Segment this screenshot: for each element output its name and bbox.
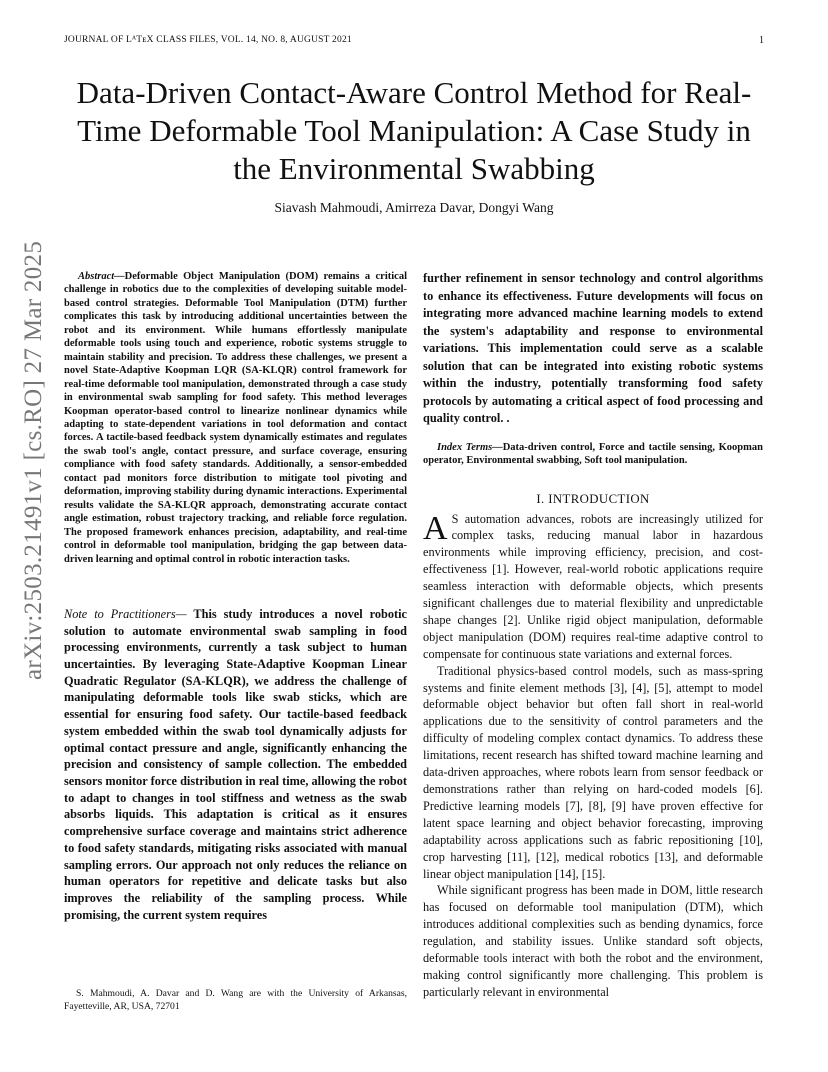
index-terms-label: Index Terms— <box>437 441 503 453</box>
drop-cap: A <box>423 509 448 547</box>
note-label: Note to Practitioners— <box>64 606 187 621</box>
right-column <box>423 270 763 1001</box>
author-list: Siavash Mahmoudi, Amirreza Davar, Dongyi Wang <box>274 200 554 215</box>
intro-paragraph-2: Traditional physics-based control models, such as mass-spring systems and finite element methods [3], [4], [5], attempt to model deformable object behavior but often fall short in real-world applications due to the sensitivity of control parameters and the difficulty of modeling complex contact dynamics. To address these limitations, recent research has shifted toward machine learning and data-driven approaches, where robots learn from sensor feedback or demonstrations rather than relying on hard-coded models [6]. Predictive learning models [7], [8], [9] have proven effective for latent space learning and object behavior forecasting, improving adaptability across applications such as fabric repositioning [10], crop harvesting [11], [12], medical robotics [13], and deformable linear object manipulation [14], [15]. <box>423 663 763 881</box>
paper-title: Data-Driven Contact-Aware Control Method for Real-Time Deformable Tool Manipulation: A Case Study in the Environmental Swabbing <box>76 75 752 186</box>
introduction-body <box>423 511 763 1001</box>
arxiv-identifier: arXiv:2503.21491v1 [cs.RO] 27 Mar 2025 <box>20 240 47 680</box>
abstract-continued: further refinement in sensor technology and control algorithms to enhance its effectiveness. Future developments will focus on integrating more advanced machine learning models to extend the system's adaptability and response to environmental variations. This implementation could serve as a scalable solution that can be integrated into existing robotic systems within the industry, potentially transforming food safety protocols by automating a critical aspect of food processing and quality control. . <box>423 271 763 425</box>
intro-paragraph-1 <box>423 511 763 663</box>
index-terms <box>423 441 763 468</box>
abstract <box>64 270 407 566</box>
note-text: This study introduces a novel robotic solution to automate environmental swab sampling in food processing environments, currently a task subject to human uncertainties. By leveraging State-Adaptive Koopman Linear Quadratic Regulator (SA-KLQR), we address the challenge of manipulating deformable tools like swab sticks, which are essential for ensuring food safety. Our tactile-based feedback system embedded within the swab tool dynamically adjusts for optimal contact pressure and angle, significantly enhancing the precision and consistency of sample collection. The embedded sensors monitor force distribution in real time, allowing the robot to adapt to changes in tool stiffness and wetness as the swab absorbs liquids. This adaptation is critical as it ensures comprehensive surface coverage and maintains strict adherence to food safety standards, mitigating risks associated with manual sampling errors. Our approach not only reduces the reliance on human operators for repetitive and delicate tasks but also improves the reliability of the sampling process. While promising, the current system requires <box>64 606 407 922</box>
intro-paragraph-3: While significant progress has been made in DOM, little research has focused on deformable tool manipulation (DTM), which introduces additional complexities such as bending dynamics, force regulation, and stability issues. Unlike standard soft objects, deformable tools interact with both the robot and the environment, making control significantly more challenging. This problem is particularly relevant in environmental <box>423 883 763 999</box>
left-column <box>64 270 407 923</box>
index-terms-text: Data-driven control, Force and tactile sensing, Koopman operator, Environmental swabbing, Soft tool manipulation. <box>423 441 763 466</box>
abstract-text: Deformable Object Manipulation (DOM) remains a critical challenge in robotics due to the complexities of developing suitable model-based control strategies. Deformable Tool Manipulation (DTM) further complicates this task by introducing additional uncertainties between the robot and its environment. While humans effortlessly manipulate deformable tools using touch and experience, robotic systems struggle to maintain stability and precision. To address these challenges, we present a novel State-Adaptive Koopman LQR (SA-KLQR) control framework for real-time deformable tool manipulation, demonstrated through a case study in environmental swab sampling for food safety. This method leverages Koopman operator-based control to linearize nonlinear dynamics while adapting to state-dependent variations in tool deformation and contact forces. A tactile-based feedback system dynamically estimates and regulates the swab tool's angle, contact pressure, and surface coverage, ensuring compliance with food safety standards. Additionally, a sensor-embedded contact pad monitors force distribution to mitigate tool pivoting and deformation, improving stability during dynamic interactions. Experimental results validate the SA-KLQR approach, demonstrating accurate contact angle estimation, robust trajectory tracking, and reliable force regulation. The proposed framework enhances precision, adaptability, and real-time control in deformable tool manipulation, bridging the gap between data-driven learning and optimal control in robotic interaction tasks. <box>64 271 407 565</box>
note-to-practitioners <box>64 606 407 923</box>
abstract-label: Abstract— <box>78 271 125 282</box>
page-number: 1 <box>759 35 764 46</box>
intro-paragraph-1-text: S automation advances, robots are increasingly utilized for complex tasks, reducing manual labor in hazardous environments while improving efficiency, precision, and cost-effectiveness [1]. However, real-world robotic applications require seamless interaction with deformable objects, which presents significant challenges due to material flexibility and unpredictable shape changes [2]. Unlike rigid object manipulation, deformable object manipulation (DOM) requires real-time adaptive control to compensate for continuous state variations and external forces. <box>423 511 763 661</box>
running-header: JOURNAL OF LᴬTᴇX CLASS FILES, VOL. 14, NO. 8, AUGUST 2021 <box>64 35 352 45</box>
affiliation-footnote: S. Mahmoudi, A. Davar and D. Wang are with the University of Arkansas, Fayetteville, AR, USA, 72701 <box>64 988 407 1012</box>
section-heading: I. INTRODUCTION <box>536 491 650 506</box>
